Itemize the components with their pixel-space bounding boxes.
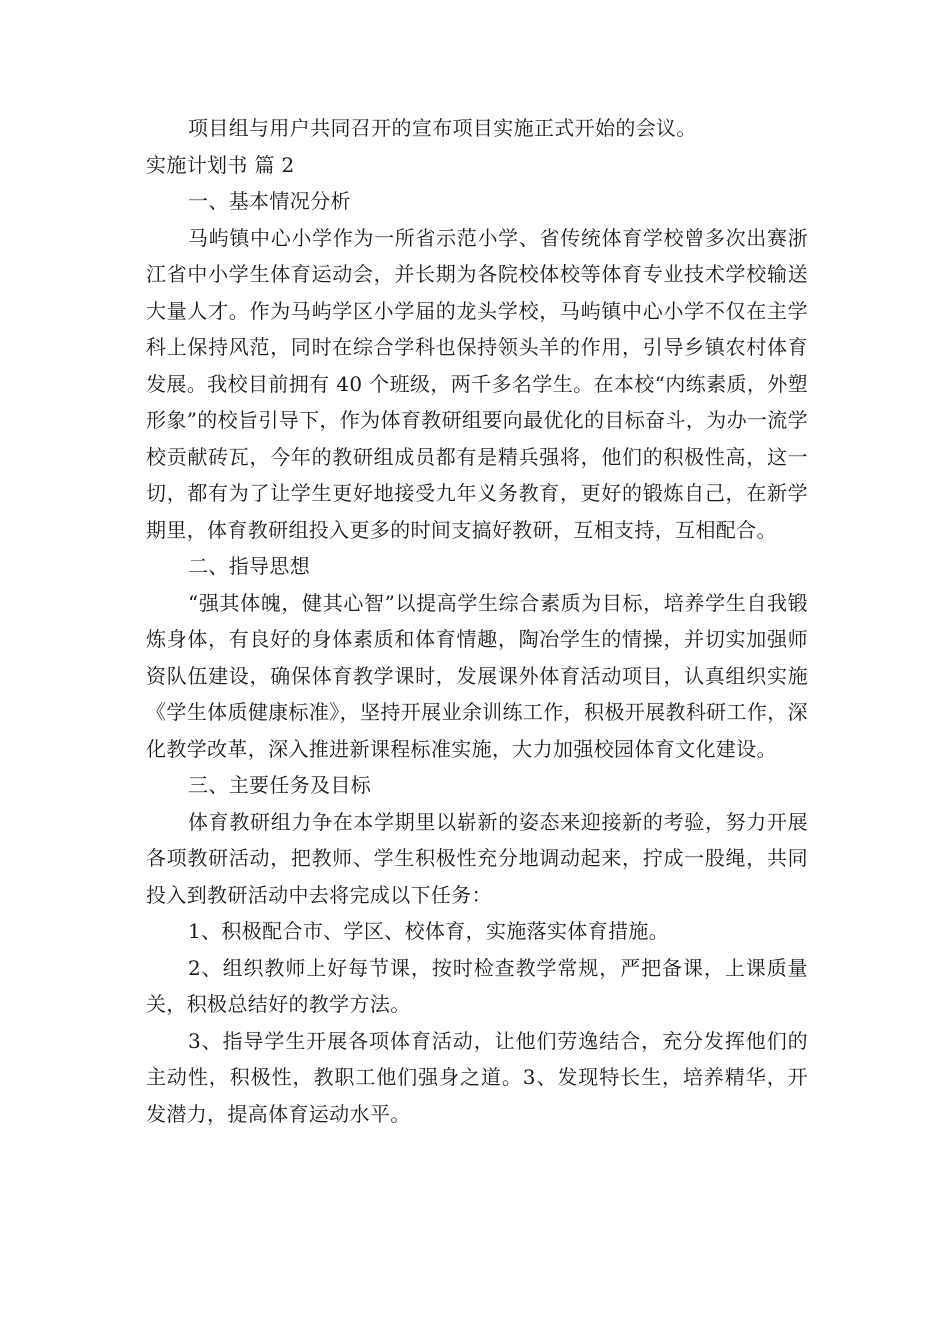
paragraph-guiding-ideology: “强其体魄，健其心智”以提高学生综合素质为目标，培养学生自我锻炼身体，有良好的身体素质和体育情趣，陶冶学生的情操，并切实加强师资队伍建设，确保体育教学课时，发展课外体育活动项目，认真组织实施《学生体质健康标准》，坚持开展业余训练工作，积极开展教科研工作，深化教学改革，深入推进新课程标准实施，大力加强校园体育文化建设。 [146, 590, 808, 761]
section-title: 实施计划书 篇 2 [146, 152, 295, 177]
document-body [146, 110, 808, 1132]
paragraph-main-tasks: 体育教研组力争在本学期里以崭新的姿态来迎接新的考验，努力开展各项教研活动，把教师、学生积极性充分地调动起来，拧成一股绳，共同投入到教研活动中去将完成以下任务： [146, 809, 808, 907]
paragraph-meeting-note: 项目组与用户共同召开的宣布项目实施正式开始的会议。 [188, 116, 697, 140]
heading-main-tasks: 三、主要任务及目标 [188, 773, 372, 797]
heading-basic-analysis: 一、基本情况分析 [188, 189, 351, 213]
task-item-2: 2、组织教师上好每节课，按时检查教学常规，严把备课，上课质量关，积极总结好的教学方法。 [146, 955, 808, 1016]
task-item-3: 3、指导学生开展各项体育活动，让他们劳逸结合，充分发挥他们的主动性，积极性，教职工他们强身之道。3、发现特长生，培养精华，开发潜力，提高体育运动水平。 [146, 1028, 808, 1126]
heading-guiding-ideology: 二、指导思想 [188, 554, 311, 578]
paragraph-basic-analysis: 马屿镇中心小学作为一所省示范小学、省传统体育学校曾多次出赛浙江省中小学生体育运动会，并长期为各院校体校等体育专业技术学校输送大量人才。作为马屿学区小学届的龙头学校，马屿镇中心小学不仅在主学科上保持风范，同时在综合学科也保持领头羊的作用，引导乡镇农村体育发展。我校目前拥有 40 个班级，两千多名学生。在本校“内练素质，外塑形象”的校旨引导下，作为体育教研组要向最优化的目标奋斗，为办一流学校贡献砖瓦，今年的教研组成员都有是精兵强将，他们的积极性高，这一切，都有为了让学生更好地接受九年义务教育，更好的锻炼自己，在新学期里，体育教研组投入更多的时间支搞好教研，互相支持，互相配合。 [146, 225, 808, 542]
task-item-1: 1、积极配合市、学区、校体育，实施落实体育措施。 [188, 919, 670, 943]
